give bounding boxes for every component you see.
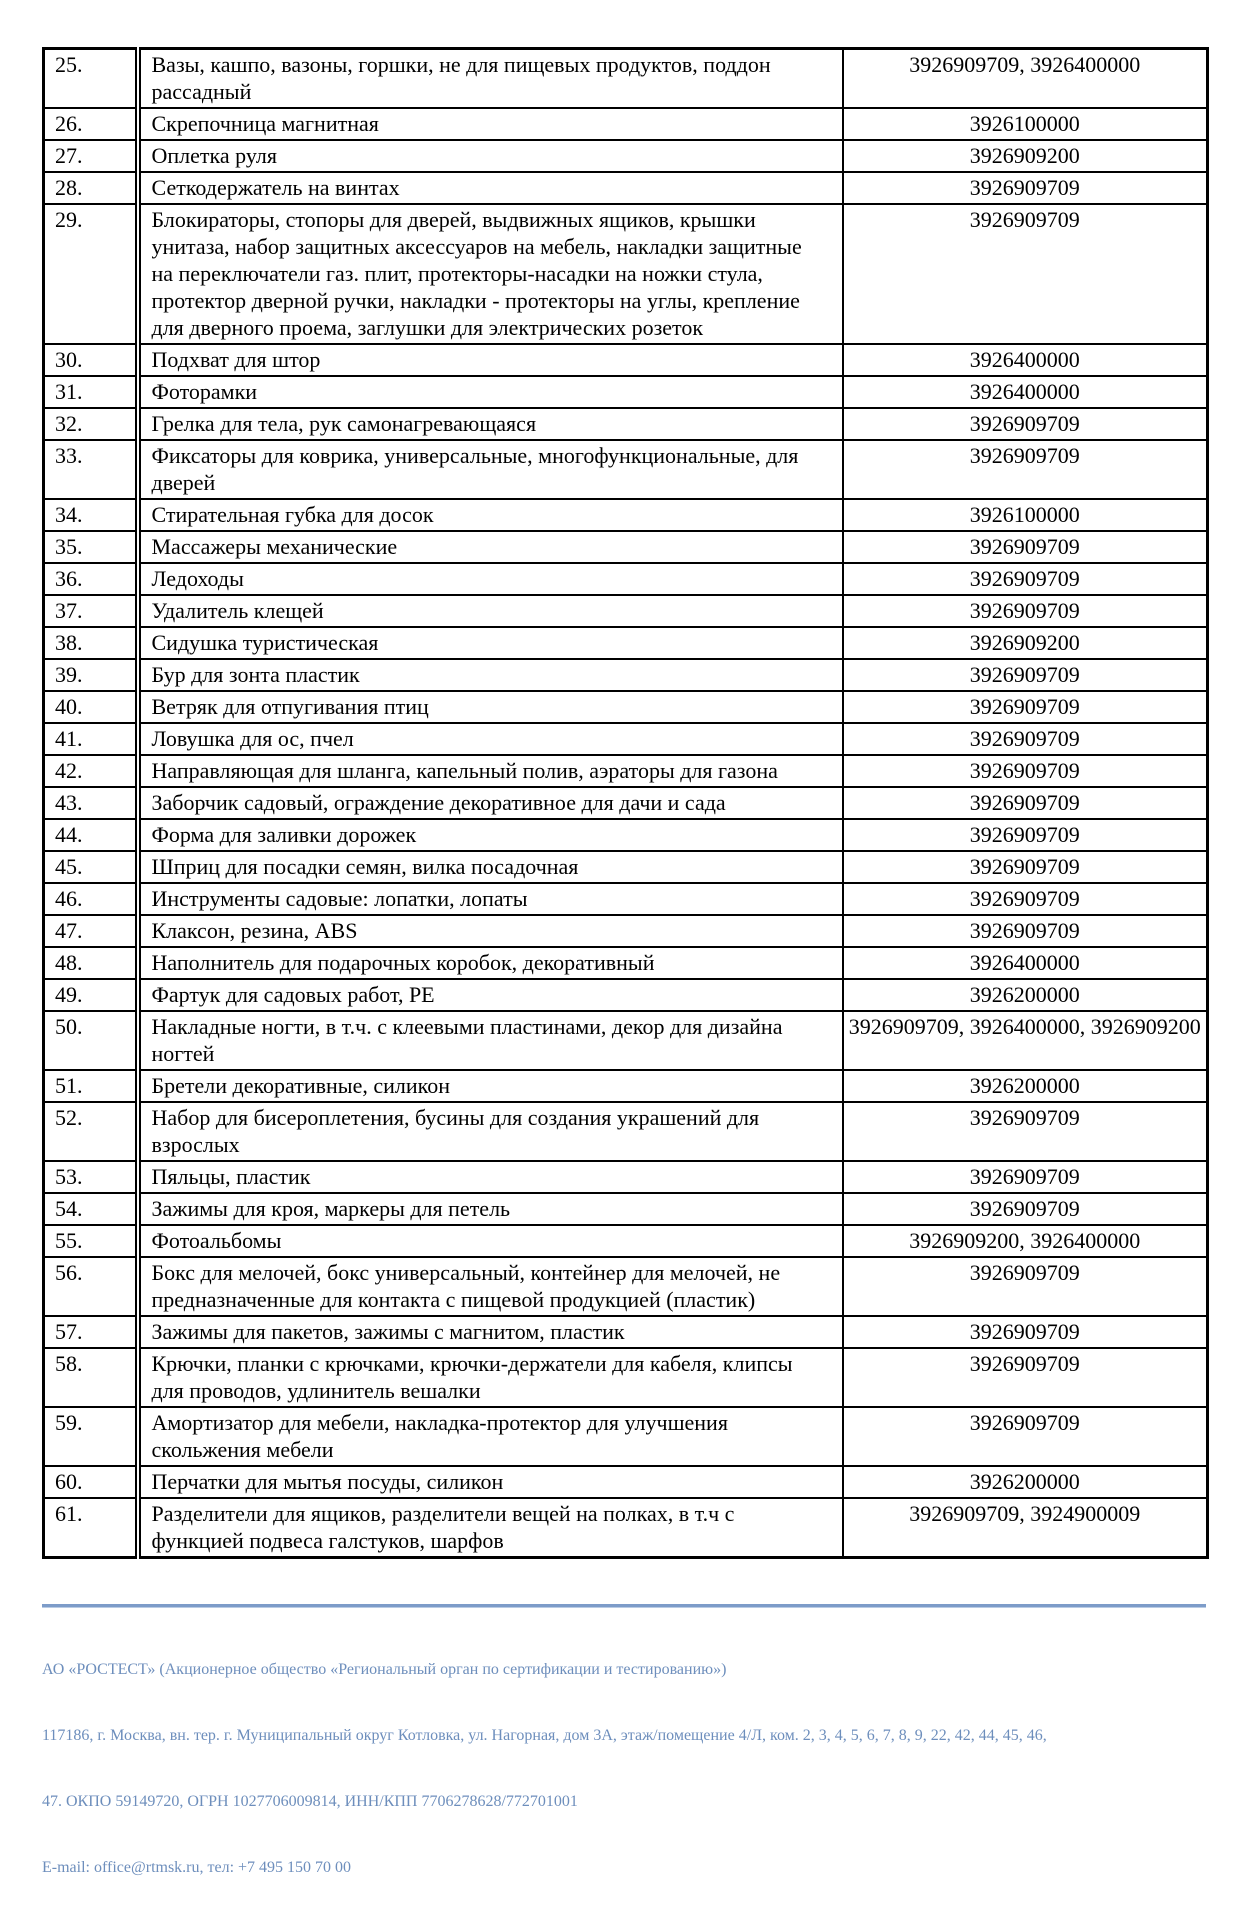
row-number-cell: 30. bbox=[44, 344, 138, 376]
product-description-cell: Набор для бисероплетения, бусины для создания украшений для взрослых bbox=[138, 1102, 843, 1161]
product-description-cell: Перчатки для мытья посуды, силикон bbox=[138, 1466, 843, 1498]
tnved-codes-cell: 3926100000 bbox=[843, 499, 1208, 531]
product-description-cell: Крючки, планки с крючками, крючки-держатели для кабеля, клипсы для проводов, удлинитель вешалки bbox=[138, 1348, 843, 1407]
row-number-cell: 50. bbox=[44, 1011, 138, 1070]
product-description-cell: Накладные ногти, в т.ч. с клеевыми пластинами, декор для дизайна ногтей bbox=[138, 1011, 843, 1070]
tnved-codes-cell: 3926909709 bbox=[843, 851, 1208, 883]
tnved-codes-cell: 3926909709, 3924900009 bbox=[843, 1498, 1208, 1558]
table-row bbox=[44, 1225, 1208, 1257]
table-row bbox=[44, 1348, 1208, 1407]
product-description-cell: Бокс для мелочей, бокс универсальный, контейнер для мелочей, не предназначенные для контакта с пищевой продукцией (пластик) bbox=[138, 1257, 843, 1316]
table-row bbox=[44, 531, 1208, 563]
org-address-line-2: 47. ОКПО 59149720, ОГРН 1027706009814, ИНН/КПП 7706278628/772701001 bbox=[42, 1793, 578, 1810]
tnved-codes-cell: 3926909709 bbox=[843, 883, 1208, 915]
table-row bbox=[44, 819, 1208, 851]
table-row bbox=[44, 659, 1208, 691]
row-number-cell: 32. bbox=[44, 408, 138, 440]
row-number-cell: 61. bbox=[44, 1498, 138, 1558]
row-number-cell: 57. bbox=[44, 1316, 138, 1348]
row-number-cell: 25. bbox=[44, 49, 138, 109]
row-number-cell: 43. bbox=[44, 787, 138, 819]
row-number-cell: 49. bbox=[44, 979, 138, 1011]
table-row bbox=[44, 204, 1208, 344]
tnved-codes-cell: 3926200000 bbox=[843, 1070, 1208, 1102]
table-row bbox=[44, 787, 1208, 819]
table-row bbox=[44, 1193, 1208, 1225]
tnved-codes-cell: 3926909709 bbox=[843, 563, 1208, 595]
table-row bbox=[44, 1070, 1208, 1102]
row-number-cell: 39. bbox=[44, 659, 138, 691]
product-description-cell: Амортизатор для мебели, накладка-протектор для улучшения скольжения мебели bbox=[138, 1407, 843, 1466]
product-description-cell: Сидушка туристическая bbox=[138, 627, 843, 659]
product-description-cell: Зажимы для пакетов, зажимы с магнитом, пластик bbox=[138, 1316, 843, 1348]
table-row bbox=[44, 1102, 1208, 1161]
product-description-cell: Зажимы для кроя, маркеры для петель bbox=[138, 1193, 843, 1225]
product-description-cell: Направляющая для шланга, капельный полив, аэраторы для газона bbox=[138, 755, 843, 787]
table-row bbox=[44, 499, 1208, 531]
product-description-cell: Стирательная губка для досок bbox=[138, 499, 843, 531]
table-row bbox=[44, 563, 1208, 595]
tnved-codes-cell: 3926909200, 3926400000 bbox=[843, 1225, 1208, 1257]
table-row bbox=[44, 140, 1208, 172]
row-number-cell: 52. bbox=[44, 1102, 138, 1161]
table-row bbox=[44, 755, 1208, 787]
table-row bbox=[44, 408, 1208, 440]
table-row bbox=[44, 883, 1208, 915]
product-description-cell: Ловушка для ос, пчел bbox=[138, 723, 843, 755]
org-name-line: АО «РОСТЕСТ» (Акционерное общество «Региональный орган по сертификации и тестированию») bbox=[42, 1661, 727, 1678]
row-number-cell: 37. bbox=[44, 595, 138, 627]
tnved-codes-cell: 3926400000 bbox=[843, 947, 1208, 979]
row-number-cell: 27. bbox=[44, 140, 138, 172]
table-row bbox=[44, 947, 1208, 979]
tnved-codes-cell: 3926909709 bbox=[843, 915, 1208, 947]
tnved-codes-cell: 3926909709 bbox=[843, 172, 1208, 204]
row-number-cell: 59. bbox=[44, 1407, 138, 1466]
product-description-cell: Заборчик садовый, ограждение декоративное для дачи и сада bbox=[138, 787, 843, 819]
product-description-cell: Наполнитель для подарочных коробок, декоративный bbox=[138, 947, 843, 979]
tnved-codes-cell: 3926909709 bbox=[843, 1348, 1208, 1407]
tnved-codes-cell: 3926909709 bbox=[843, 1193, 1208, 1225]
table-row bbox=[44, 440, 1208, 499]
product-description-cell: Ветряк для отпугивания птиц bbox=[138, 691, 843, 723]
row-number-cell: 35. bbox=[44, 531, 138, 563]
table-row bbox=[44, 851, 1208, 883]
footer-divider bbox=[42, 1604, 1206, 1608]
product-description-cell: Подхват для штор bbox=[138, 344, 843, 376]
row-number-cell: 45. bbox=[44, 851, 138, 883]
row-number-cell: 28. bbox=[44, 172, 138, 204]
table-row bbox=[44, 1466, 1208, 1498]
row-number-cell: 56. bbox=[44, 1257, 138, 1316]
table-row bbox=[44, 595, 1208, 627]
table-row bbox=[44, 108, 1208, 140]
row-number-cell: 40. bbox=[44, 691, 138, 723]
table-row bbox=[44, 1498, 1208, 1558]
product-description-cell: Бур для зонта пластик bbox=[138, 659, 843, 691]
product-description-cell: Разделители для ящиков, разделители вещей на полках, в т.ч с функцией подвеса галстуков, шарфов bbox=[138, 1498, 843, 1558]
table-row bbox=[44, 915, 1208, 947]
tnved-codes-cell: 3926909709 bbox=[843, 408, 1208, 440]
products-table bbox=[42, 47, 1209, 1559]
row-number-cell: 38. bbox=[44, 627, 138, 659]
tnved-codes-cell: 3926909709, 3926400000, 3926909200 bbox=[843, 1011, 1208, 1070]
table-row bbox=[44, 376, 1208, 408]
tnved-codes-cell: 3926400000 bbox=[843, 376, 1208, 408]
row-number-cell: 26. bbox=[44, 108, 138, 140]
row-number-cell: 58. bbox=[44, 1348, 138, 1407]
row-number-cell: 46. bbox=[44, 883, 138, 915]
product-description-cell: Удалитель клещей bbox=[138, 595, 843, 627]
product-description-cell: Инструменты садовые: лопатки, лопаты bbox=[138, 883, 843, 915]
tnved-codes-cell: 3926200000 bbox=[843, 1466, 1208, 1498]
tnved-codes-cell: 3926909709 bbox=[843, 1102, 1208, 1161]
table-row bbox=[44, 691, 1208, 723]
table-row bbox=[44, 172, 1208, 204]
table-row bbox=[44, 723, 1208, 755]
product-description-cell: Фотоальбомы bbox=[138, 1225, 843, 1257]
product-description-cell: Сеткодержатель на винтах bbox=[138, 172, 843, 204]
row-number-cell: 55. bbox=[44, 1225, 138, 1257]
tnved-codes-cell: 3926909709 bbox=[843, 691, 1208, 723]
product-description-cell: Блокираторы, стопоры для дверей, выдвижных ящиков, крышки унитаза, набор защитных аксессуаров на мебель, накладки защитные на переключатели газ. плит, протекторы-насадки на ножки стула, протектор дверной ручки, накладки - протекторы на углы, крепление для дверного проема, заглушки для электрических розеток bbox=[138, 204, 843, 344]
product-description-cell: Вазы, кашпо, вазоны, горшки, не для пищевых продуктов, поддон рассадный bbox=[138, 49, 843, 109]
products-table-body bbox=[44, 49, 1208, 1558]
tnved-codes-cell: 3926909709 bbox=[843, 1161, 1208, 1193]
tnved-codes-cell: 3926100000 bbox=[843, 108, 1208, 140]
tnved-codes-cell: 3926909709 bbox=[843, 440, 1208, 499]
tnved-codes-cell: 3926909709 bbox=[843, 595, 1208, 627]
tnved-codes-cell: 3926909709 bbox=[843, 1407, 1208, 1466]
row-number-cell: 41. bbox=[44, 723, 138, 755]
row-number-cell: 51. bbox=[44, 1070, 138, 1102]
product-description-cell: Пяльцы, пластик bbox=[138, 1161, 843, 1193]
product-description-cell: Бретели декоративные, силикон bbox=[138, 1070, 843, 1102]
product-description-cell: Грелка для тела, рук самонагревающаяся bbox=[138, 408, 843, 440]
product-description-cell: Фиксаторы для коврика, универсальные, многофункциональные, для дверей bbox=[138, 440, 843, 499]
row-number-cell: 48. bbox=[44, 947, 138, 979]
footer-text-block bbox=[42, 1615, 1206, 1923]
row-number-cell: 54. bbox=[44, 1193, 138, 1225]
table-row bbox=[44, 49, 1208, 109]
tnved-codes-cell: 3926909709 bbox=[843, 819, 1208, 851]
row-number-cell: 29. bbox=[44, 204, 138, 344]
tnved-codes-cell: 3926200000 bbox=[843, 979, 1208, 1011]
product-description-cell: Форма для заливки дорожек bbox=[138, 819, 843, 851]
tnved-codes-cell: 3926400000 bbox=[843, 344, 1208, 376]
footer bbox=[42, 1604, 1206, 1923]
product-description-cell: Фартук для садовых работ, РЕ bbox=[138, 979, 843, 1011]
product-description-cell: Фоторамки bbox=[138, 376, 843, 408]
product-description-cell: Оплетка руля bbox=[138, 140, 843, 172]
row-number-cell: 42. bbox=[44, 755, 138, 787]
product-description-cell: Скрепочница магнитная bbox=[138, 108, 843, 140]
table-row bbox=[44, 627, 1208, 659]
table-row bbox=[44, 1011, 1208, 1070]
row-number-cell: 47. bbox=[44, 915, 138, 947]
table-row bbox=[44, 1316, 1208, 1348]
row-number-cell: 36. bbox=[44, 563, 138, 595]
tnved-codes-cell: 3926909200 bbox=[843, 140, 1208, 172]
org-contact-line: E-mail: office@rtmsk.ru, тел: +7 495 150 70 00 bbox=[42, 1859, 352, 1876]
table-row bbox=[44, 1257, 1208, 1316]
row-number-cell: 60. bbox=[44, 1466, 138, 1498]
product-description-cell: Шприц для посадки семян, вилка посадочная bbox=[138, 851, 843, 883]
tnved-codes-cell: 3926909709 bbox=[843, 787, 1208, 819]
row-number-cell: 34. bbox=[44, 499, 138, 531]
tnved-codes-cell: 3926909709, 3926400000 bbox=[843, 49, 1208, 109]
row-number-cell: 44. bbox=[44, 819, 138, 851]
tnved-codes-cell: 3926909709 bbox=[843, 659, 1208, 691]
tnved-codes-cell: 3926909709 bbox=[843, 1316, 1208, 1348]
row-number-cell: 33. bbox=[44, 440, 138, 499]
table-row bbox=[44, 1407, 1208, 1466]
tnved-codes-cell: 3926909709 bbox=[843, 1257, 1208, 1316]
org-address-line-1: 117186, г. Москва, вн. тер. г. Муниципальный округ Котловка, ул. Нагорная, дом 3А, этаж/помещение 4/Л, ком. 2, 3, 4, 5, 6, 7, 8, 9, 22, 42, 44, 45, 46, bbox=[42, 1727, 1047, 1744]
tnved-codes-cell: 3926909709 bbox=[843, 755, 1208, 787]
product-description-cell: Клаксон, резина, ABS bbox=[138, 915, 843, 947]
product-description-cell: Ледоходы bbox=[138, 563, 843, 595]
row-number-cell: 53. bbox=[44, 1161, 138, 1193]
table-row bbox=[44, 979, 1208, 1011]
row-number-cell: 31. bbox=[44, 376, 138, 408]
table-row bbox=[44, 344, 1208, 376]
tnved-codes-cell: 3926909709 bbox=[843, 723, 1208, 755]
tnved-codes-cell: 3926909200 bbox=[843, 627, 1208, 659]
table-row bbox=[44, 1161, 1208, 1193]
product-description-cell: Массажеры механические bbox=[138, 531, 843, 563]
tnved-codes-cell: 3926909709 bbox=[843, 531, 1208, 563]
tnved-codes-cell: 3926909709 bbox=[843, 204, 1208, 344]
